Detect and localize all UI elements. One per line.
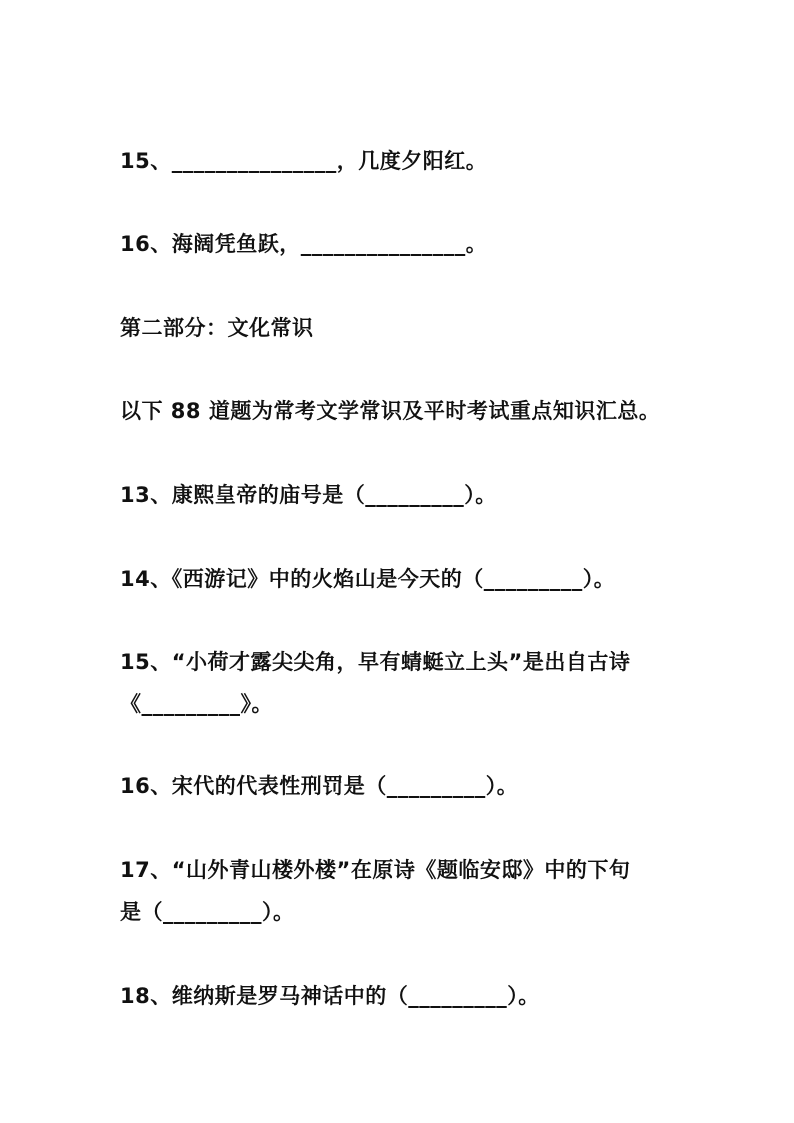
question-15-line-1: 15、“小荷才露尖尖角，早有蜻蜓立上头”是出自古诗 xyxy=(120,650,631,674)
question-16: 16、宋代的代表性刑罚是（_________）。 xyxy=(120,774,519,798)
question-17-line-2: 是（_________）。 xyxy=(120,900,295,924)
question-13: 13、康熙皇帝的庙号是（_________）。 xyxy=(120,483,497,507)
poem-fill-line-16: 16、海阔凭鱼跃，_______________。 xyxy=(120,232,488,256)
question-17-line-1: 17、“山外青山楼外楼”在原诗《题临安邸》中的下句 xyxy=(120,858,631,882)
question-15-line-2: 《_________》。 xyxy=(120,692,273,716)
question-18: 18、维纳斯是罗马神话中的（_________）。 xyxy=(120,984,540,1008)
question-14: 14、《西游记》中的火焰山是今天的（_________）。 xyxy=(120,567,616,591)
section-intro: 以下 88 道题为常考文学常识及平时考试重点知识汇总。 xyxy=(120,399,661,423)
poem-fill-line-15: 15、_______________，几度夕阳红。 xyxy=(120,149,488,173)
section-heading: 第二部分：文化常识 xyxy=(120,316,314,340)
